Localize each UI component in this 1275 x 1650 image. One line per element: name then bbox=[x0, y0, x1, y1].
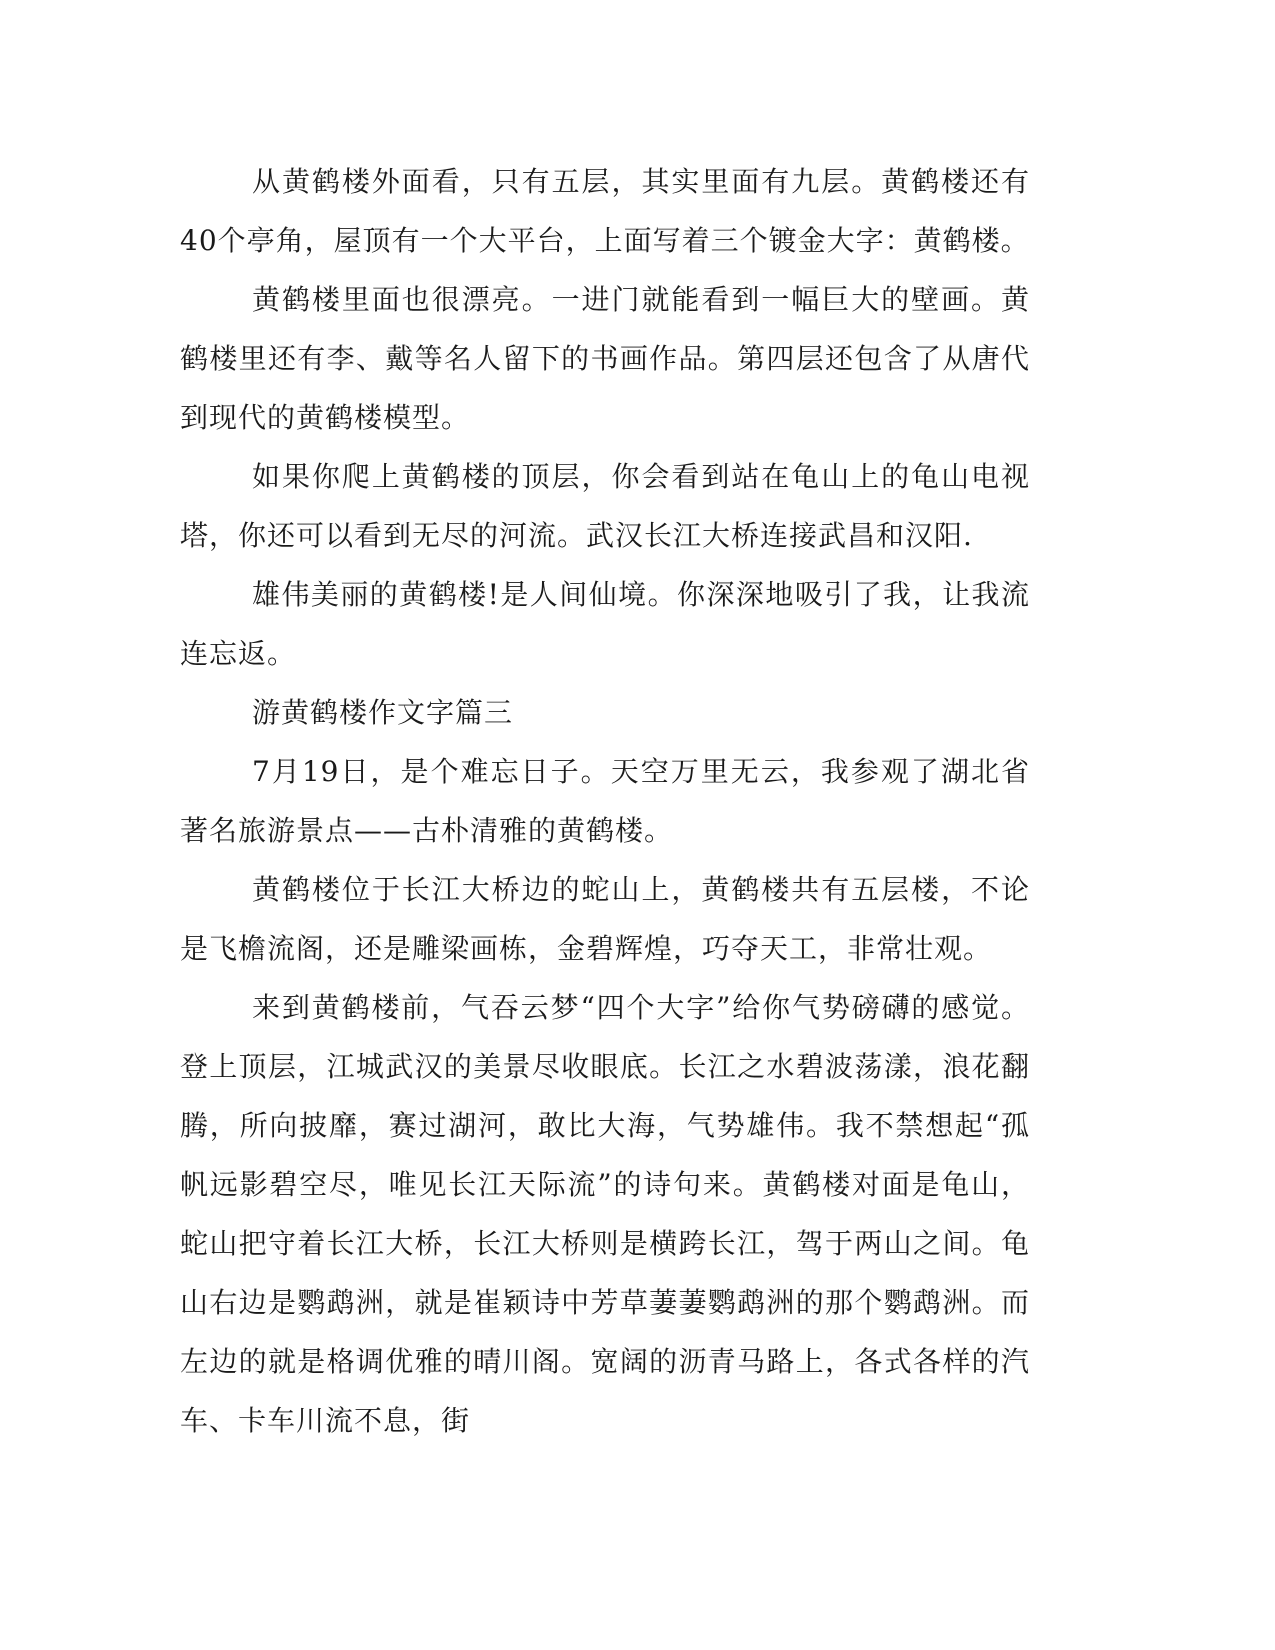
document-body bbox=[180, 152, 1030, 1450]
paragraph-tower-interior: 黄鹤楼里面也很漂亮。一进门就能看到一幅巨大的壁画。黄鹤楼里还有李、戴等名人留下的书画作品。第四层还包含了从唐代到现代的黄鹤楼模型。 bbox=[180, 283, 1030, 434]
paragraph-scenery: 来到黄鹤楼前，气吞云梦“四个大字”给你气势磅礴的感觉。登上顶层，江城武汉的美景尽收眼底。长江之水碧波荡漾，浪花翻腾，所向披靡，赛过湖河，敢比大海，气势雄伟。我不禁想起“孤帆远影碧空尽，唯见长江天际流”的诗句来。黄鹤楼对面是龟山，蛇山把守着长江大桥，长江大桥则是横跨长江，驾于两山之间。龟山右边是鹦鹉洲，就是崔颖诗中芳草萋萋鹦鹉洲的那个鹦鹉洲。而左边的就是格调优雅的晴川阁。宽阔的沥青马路上，各式各样的汽车、卡车川流不息，街 bbox=[180, 991, 1030, 1437]
paragraph-top-floor-view: 如果你爬上黄鹤楼的顶层，你会看到站在龟山上的龟山电视塔，你还可以看到无尽的河流。武汉长江大桥连接武昌和汉阳. bbox=[180, 460, 1030, 552]
paragraph-conclusion: 雄伟美丽的黄鹤楼!是人间仙境。你深深地吸引了我，让我流连忘返。 bbox=[180, 578, 1030, 670]
section-heading: 游黄鹤楼作文字篇三 bbox=[252, 696, 514, 729]
paragraph-location: 黄鹤楼位于长江大桥边的蛇山上，黄鹤楼共有五层楼，不论是飞檐流阁，还是雕梁画栋，金碧辉煌，巧夺天工，非常壮观。 bbox=[180, 873, 1030, 965]
paragraph-tower-floors: 从黄鹤楼外面看，只有五层，其实里面有九层。黄鹤楼还有40个亭角，屋顶有一个大平台，上面写着三个镀金大字：黄鹤楼。 bbox=[180, 165, 1030, 257]
paragraph-visit-date: 7月19日，是个难忘日子。天空万里无云，我参观了湖北省著名旅游景点——古朴清雅的黄鹤楼。 bbox=[180, 755, 1030, 847]
